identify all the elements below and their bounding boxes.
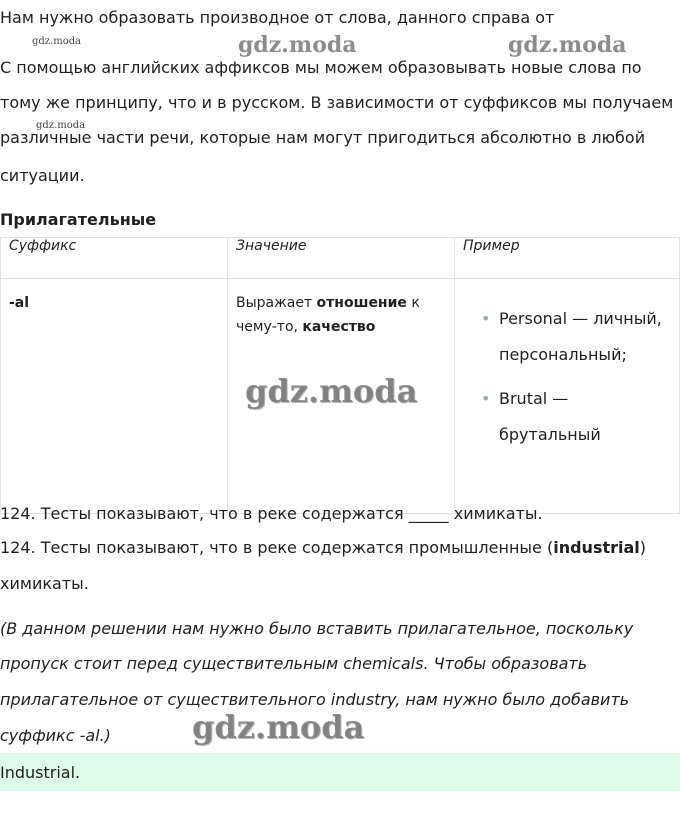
watermark: gdz.moda xyxy=(508,32,627,58)
meaning-bold-quality: качество xyxy=(302,319,376,335)
column-header-suffix: Суффикс xyxy=(1,238,228,279)
example-list xyxy=(479,301,671,453)
list-item: • Personal — личный, персональный; xyxy=(479,301,671,373)
task-answer-line-1 xyxy=(0,530,646,565)
answer-bold: industrial xyxy=(553,538,640,557)
section-heading: Прилагательные xyxy=(0,210,157,229)
suffix-value: -al xyxy=(9,295,30,311)
explanation-line-2: пропуск стоит перед существительным chemicals. Чтобы образовать xyxy=(0,654,588,673)
task-answer-line-2: химикаты. xyxy=(0,574,89,593)
intro-line-5: ситуации. xyxy=(0,166,85,185)
task-question: 124. Тесты показывают, что в реке содержатся _____ химикаты. xyxy=(0,504,543,523)
meaning-text: Выражает xyxy=(236,295,317,311)
final-answer: Industrial. xyxy=(0,763,81,782)
intro-line-4: различные части речи, которые нам могут пригодиться абсолютно в любой xyxy=(0,128,646,147)
watermark-small: gdz.moda xyxy=(36,120,86,131)
explanation-line-4: суффикс -al.) xyxy=(0,726,111,745)
meaning-text: к чему-то, xyxy=(236,295,420,335)
table-header-row xyxy=(1,238,680,279)
explanation-line-1: (В данном решении нам нужно было вставить прилагательное, поскольку xyxy=(0,619,634,638)
final-answer-highlight xyxy=(0,753,680,791)
list-item: • Brutal — брутальный xyxy=(479,381,671,453)
meaning-bold-relation: отношение xyxy=(316,295,407,311)
answer-text: ) xyxy=(639,538,647,557)
watermark: gdz.moda xyxy=(245,372,418,410)
explanation-line-3: прилагательное от существительного industry, нам нужно было добавить xyxy=(0,690,630,709)
example-cell xyxy=(455,279,680,514)
suffix-cell xyxy=(1,279,228,514)
column-header-example: Пример xyxy=(455,238,680,279)
column-header-meaning: Значение xyxy=(228,238,455,279)
intro-line-3: тому же принципу, что и в русском. В зависимости от суффиксов мы получаем xyxy=(0,93,674,112)
watermark-small: gdz.moda xyxy=(32,36,82,47)
intro-line-1: Нам нужно образовать производное от слова, данного справа от xyxy=(0,8,555,27)
watermark: gdz.moda xyxy=(238,32,357,58)
watermark: gdz.moda xyxy=(192,708,365,746)
intro-line-2: С помощью английских аффиксов мы можем образовывать новые слова по xyxy=(0,58,642,77)
answer-text: 124. Тесты показывают, что в реке содержатся промышленные ( xyxy=(0,538,554,557)
